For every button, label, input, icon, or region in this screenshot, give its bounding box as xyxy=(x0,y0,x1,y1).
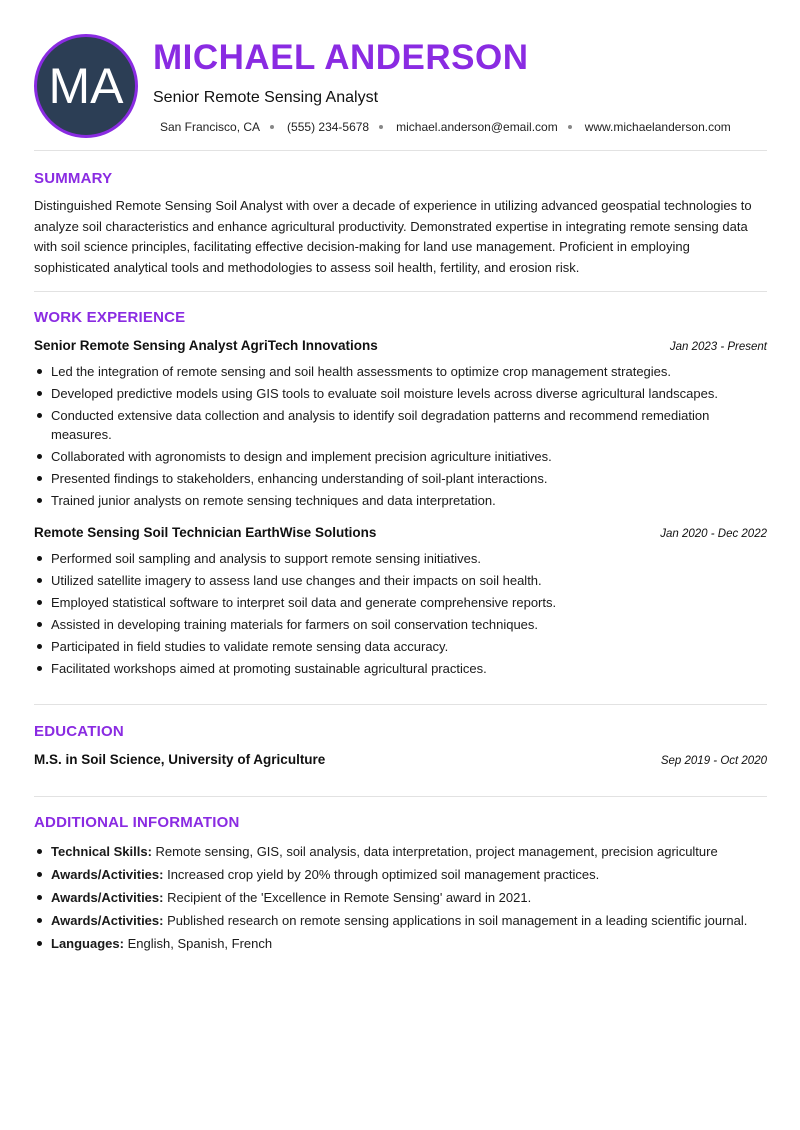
job-bullets xyxy=(34,549,754,681)
contact-email[interactable]: michael.anderson@email.com xyxy=(396,120,558,134)
divider xyxy=(34,150,767,151)
list-item xyxy=(34,865,774,884)
job-role: Senior Remote Sensing Analyst AgriTech Innovations xyxy=(34,338,378,353)
item-text: Increased crop yield by 20% through optimized soil management practices. xyxy=(163,867,600,882)
avatar xyxy=(34,34,138,138)
item-text: Remote sensing, GIS, soil analysis, data interpretation, project management, precision agriculture xyxy=(151,844,718,859)
resume-header xyxy=(0,0,800,150)
item-text: Published research on remote sensing applications in soil management in a leading scientific journal. xyxy=(163,913,748,928)
item-text: Recipient of the 'Excellence in Remote Sensing' award in 2021. xyxy=(163,890,532,905)
item-label: Awards/Activities: xyxy=(51,913,164,928)
item-text: English, Spanish, French xyxy=(123,936,273,951)
job-bullets xyxy=(34,362,754,513)
summary-heading: SUMMARY xyxy=(34,170,113,187)
item-label: Technical Skills: xyxy=(51,844,152,859)
education-entry xyxy=(34,752,767,767)
divider xyxy=(34,704,767,705)
contact-location: San Francisco, CA xyxy=(160,120,261,134)
list-item: Participated in field studies to validate remote sensing data accuracy. xyxy=(34,637,754,656)
job-date: Jan 2023 - Present xyxy=(669,341,767,353)
divider xyxy=(34,796,767,797)
separator-dot xyxy=(568,125,572,129)
item-label: Languages: xyxy=(51,936,124,951)
list-item: Performed soil sampling and analysis to support remote sensing initiatives. xyxy=(34,549,754,568)
list-item: Assisted in developing training materials for farmers on soil conservation techniques. xyxy=(34,615,754,634)
job-header xyxy=(34,525,767,540)
item-label: Awards/Activities: xyxy=(51,867,164,882)
list-item: Utilized satellite imagery to assess land use changes and their impacts on soil health. xyxy=(34,571,754,590)
candidate-name: MICHAEL ANDERSON xyxy=(153,38,529,77)
list-item: Employed statistical software to interpret soil data and generate comprehensive reports. xyxy=(34,593,754,612)
job-header xyxy=(34,338,767,353)
separator-dot xyxy=(379,125,383,129)
list-item: Led the integration of remote sensing and soil health assessments to optimize crop management strategies. xyxy=(34,362,754,381)
contact-website[interactable]: www.michaelanderson.com xyxy=(584,120,731,134)
education-heading: EDUCATION xyxy=(34,723,124,740)
list-item: Conducted extensive data collection and analysis to identify soil degradation patterns and recommend remediation measures. xyxy=(34,406,754,444)
list-item xyxy=(34,911,774,930)
list-item xyxy=(34,888,774,907)
education-degree: M.S. in Soil Science, University of Agriculture xyxy=(34,752,326,767)
contact-phone: (555) 234-5678 xyxy=(287,120,370,134)
divider xyxy=(34,291,767,292)
additional-info-heading: ADDITIONAL INFORMATION xyxy=(34,814,240,831)
list-item: Presented findings to stakeholders, enhancing understanding of soil-plant interactions. xyxy=(34,469,754,488)
job-date: Jan 2020 - Dec 2022 xyxy=(660,528,767,540)
education-date: Sep 2019 - Oct 2020 xyxy=(660,755,767,767)
work-experience-heading: WORK EXPERIENCE xyxy=(34,309,186,326)
list-item xyxy=(34,934,774,953)
list-item: Trained junior analysts on remote sensing techniques and data interpretation. xyxy=(34,491,754,510)
job-role: Remote Sensing Soil Technician EarthWise Solutions xyxy=(34,525,377,540)
separator-dot xyxy=(270,125,274,129)
summary-text: Distinguished Remote Sensing Soil Analyst with over a decade of experience in utilizing advanced geospatial technologies to analyze soil characteristics and enhance agricultural productivity. Demonstrated expertise in integrating remote sensing data with soil science principles, facilitating effective decision-making for land use management. Proficient in employing sophisticated analytical tools and methodologies to assess soil health, fertility, and erosion risk. xyxy=(34,198,752,275)
list-item: Facilitated workshops aimed at promoting sustainable agricultural practices. xyxy=(34,659,754,678)
list-item xyxy=(34,842,774,861)
item-label: Awards/Activities: xyxy=(51,890,164,905)
list-item: Collaborated with agronomists to design and implement precision agriculture initiatives. xyxy=(34,447,754,466)
contact-info xyxy=(160,120,731,134)
list-item: Developed predictive models using GIS tools to evaluate soil moisture levels across diverse agricultural landscapes. xyxy=(34,384,754,403)
additional-info-list xyxy=(34,842,774,957)
candidate-title: Senior Remote Sensing Analyst xyxy=(153,89,379,106)
avatar-initials: MA xyxy=(48,58,124,114)
